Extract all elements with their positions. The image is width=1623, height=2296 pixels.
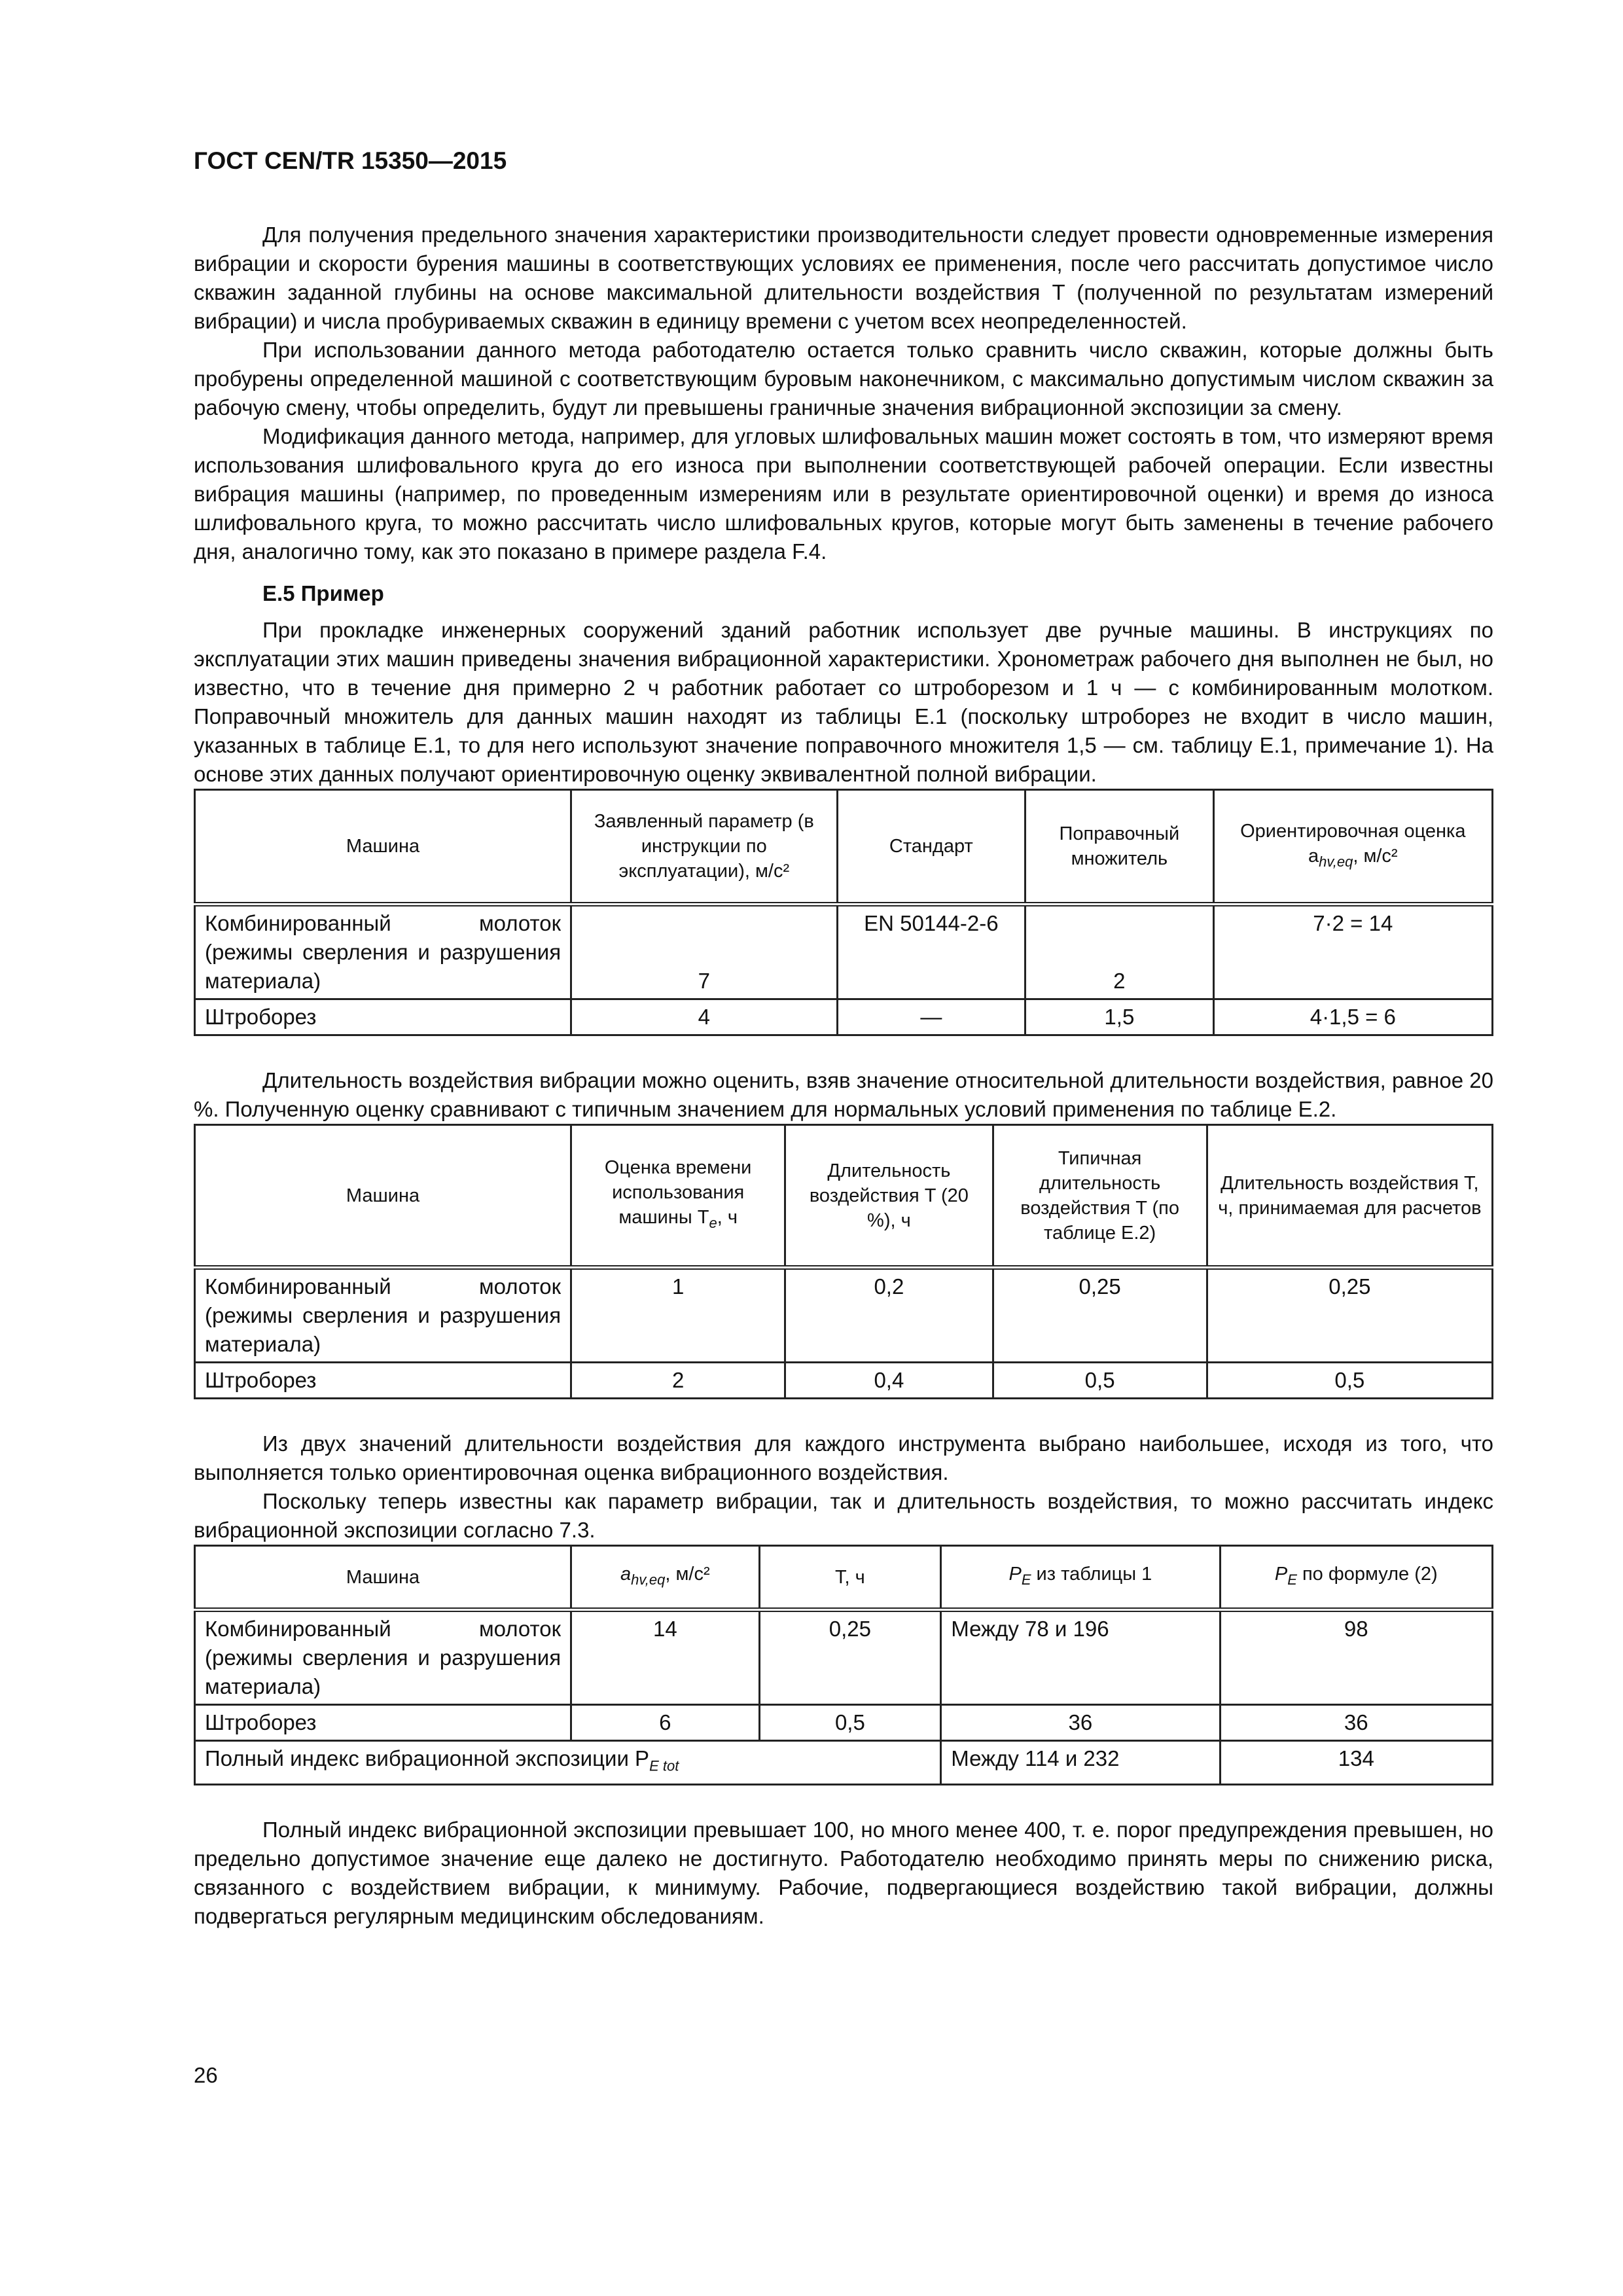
page-number: 26 <box>194 2063 218 2087</box>
table-row <box>195 1610 1493 1705</box>
paragraph: Из двух значений длительности воздействия для каждого инструмента выбрано наибольшее, исходя из того, что выполняется только ориентировочная оценка вибрационного воздействия. <box>194 1431 1493 1484</box>
table-cell: 36 <box>1220 1705 1492 1741</box>
table-cell: 36 <box>941 1705 1220 1741</box>
table-cell: 0,5 <box>1207 1363 1492 1399</box>
table-cell: 0,25 <box>1207 1268 1492 1363</box>
table-cell: 7 <box>571 905 838 999</box>
table-cell: Между 114 и 232 <box>941 1741 1220 1785</box>
table-cell: 14 <box>571 1610 760 1705</box>
table-header-cell: $a_{hv,eq}$, м/с² <box>571 1546 760 1610</box>
table-header-cell: Ориентировочная оценка $a_{hv,eq}$, м/с² <box>1213 790 1492 905</box>
table-cell: 6 <box>571 1705 760 1741</box>
table-header-cell: T, ч <box>759 1546 941 1610</box>
table-cell: 7·2 = 14 <box>1213 905 1492 999</box>
table-cell: 4 <box>571 999 838 1035</box>
paragraph: Длительность воздействия вибрации можно оценить, взяв значение относительной длительности воздействия, равное 20 %. Полученную оценку сравнивают с типичным значением для нормальных условий применения по таблице E.2. <box>194 1068 1493 1121</box>
table-cell: Комбинированный молоток (режимы сверления и разрушения материала) <box>195 905 571 999</box>
paragraph: При прокладке инженерных сооружений зданий работник использует две ручные машины. В инструкциях по эксплуатации этих машин приведены значения вибрационной характеристики. Хронометраж рабочего дня выполнен не был, но известно, что в течение дня примерно 2 ч работник работает со штроборезом и 1 ч — с комбинированным молотком. Поправочный множитель для данных машин находят из таблицы E.1 (поскольку штроборез не входит в число машин, указанных в таблице E.1, то для него используют значение поправочного множителя 1,5 — см. таблицу E.1, примечание 1). На основе этих данных получают ориентировочную оценку эквивалентной полной вибрации. <box>194 618 1493 786</box>
table-row <box>195 905 1493 999</box>
table-cell: — <box>837 999 1026 1035</box>
table-cell: 4·1,5 = 6 <box>1213 999 1492 1035</box>
table-cell: 0,2 <box>785 1268 993 1363</box>
table-cell: Комбинированный молоток (режимы сверления и разрушения материала) <box>195 1268 571 1363</box>
paragraph: Полный индекс вибрационной экспозиции превышает 100, но много менее 400, т. е. порог предупреждения превышен, но предельно допустимое значение еще далеко не достигнуто. Работодателю необходимо принять меры по снижению риска, связанного с воздействием вибрации, к минимуму. Рабочие, подвергающиеся воздействию такой вибрации, должны подвергаться регулярным медицинским обследованиям. <box>194 1817 1493 1928</box>
table-cell: 98 <box>1220 1610 1492 1705</box>
table-row <box>195 1705 1493 1741</box>
table-header-cell: Длительность воздействия T, ч, принимаемая для расчетов <box>1207 1125 1492 1268</box>
table-cell: Между 78 и 196 <box>941 1610 1220 1705</box>
table-cell: 0,25 <box>993 1268 1207 1363</box>
table-header-cell: Машина <box>195 1546 571 1610</box>
table-row <box>195 1268 1493 1363</box>
table-header-cell: Оценка времени использования машины $T_e$, ч <box>571 1125 785 1268</box>
table-header-cell: $P_E$ из таблицы 1 <box>941 1546 1220 1610</box>
paragraph: Модификация данного метода, например, для угловых шлифовальных машин может состоять в том, что измеряют время использования шлифовального круга до его износа при выполнении соответствующей рабочей операции. Если известны вибрация машины (например, по проведенным измерениям или в результате ориентировочной оценки) и время до износа шлифовального круга, то можно рассчитать число шлифовальных кругов, которые могут быть заменены в течение рабочего дня, аналогично тому, как это показано в примере раздела F.4. <box>194 424 1493 564</box>
table-header-cell: Поправочный множитель <box>1026 790 1214 905</box>
table-cell: Штроборез <box>195 1705 571 1741</box>
table-header-cell: Заявленный параметр (в инструкции по эксплуатации), м/с² <box>571 790 838 905</box>
paragraph: Для получения предельного значения характеристики производительности следует провести одновременные измерения вибрации и скорости бурения машины в соответствующих условиях ее применения, после чего рассчитать допустимое число скважин заданной глубины на основе максимальной длительности воздействия T (полученной по результатам измерений вибрации) и числа пробуриваемых скважин в единицу времени с учетом всех неопределенностей. <box>194 223 1493 333</box>
table-header-cell: $P_E$ по формуле (2) <box>1220 1546 1492 1610</box>
table-header-cell: Машина <box>195 1125 571 1268</box>
table-cell: 1,5 <box>1026 999 1214 1035</box>
table-row <box>195 999 1493 1035</box>
table-row-total <box>195 1741 1493 1785</box>
table-cell: 2 <box>571 1363 785 1399</box>
table-correction <box>194 789 1493 1036</box>
table-cell: Штроборез <box>195 999 571 1035</box>
table-cell: Комбинированный молоток (режимы сверления и разрушения материала) <box>195 1610 571 1705</box>
table-cell: 2 <box>1026 905 1214 999</box>
table-cell: 0,5 <box>759 1705 941 1741</box>
table-header-cell: Стандарт <box>837 790 1026 905</box>
paragraph: При использовании данного метода работодателю остается только сравнить число скважин, которые должны быть пробурены определенной машиной с соответствующим буровым наконечником, с максимально допустимым числом скважин за рабочую смену, чтобы определить, будут ли превышены граничные значения вибрационной экспозиции за смену. <box>194 338 1493 420</box>
table-cell: 0,5 <box>993 1363 1207 1399</box>
table-duration <box>194 1124 1493 1399</box>
table-cell: 1 <box>571 1268 785 1363</box>
table-exposure <box>194 1545 1493 1785</box>
table-header-cell: Машина <box>195 790 571 905</box>
table-cell: 134 <box>1220 1741 1492 1785</box>
table-cell: 0,4 <box>785 1363 993 1399</box>
document-header: ГОСТ CEN/TR 15350—2015 <box>194 147 507 174</box>
table-cell: EN 50144-2-6 <box>837 905 1026 999</box>
paragraph: Поскольку теперь известны как параметр вибрации, так и длительность воздействия, то можно рассчитать индекс вибрационной экспозиции согласно 7.3. <box>194 1489 1493 1542</box>
section-title: E.5 Пример <box>262 581 384 605</box>
table-cell: 0,25 <box>759 1610 941 1705</box>
table-cell: Полный индекс вибрационной экспозиции $P_{E tot}$ <box>195 1741 941 1785</box>
table-row <box>195 1363 1493 1399</box>
table-cell: Штроборез <box>195 1363 571 1399</box>
table-header-cell: Длительность воздействия T (20 %), ч <box>785 1125 993 1268</box>
table-header-cell: Типичная длительность воздействия T (по таблице E.2) <box>993 1125 1207 1268</box>
document-page <box>194 147 1493 1931</box>
